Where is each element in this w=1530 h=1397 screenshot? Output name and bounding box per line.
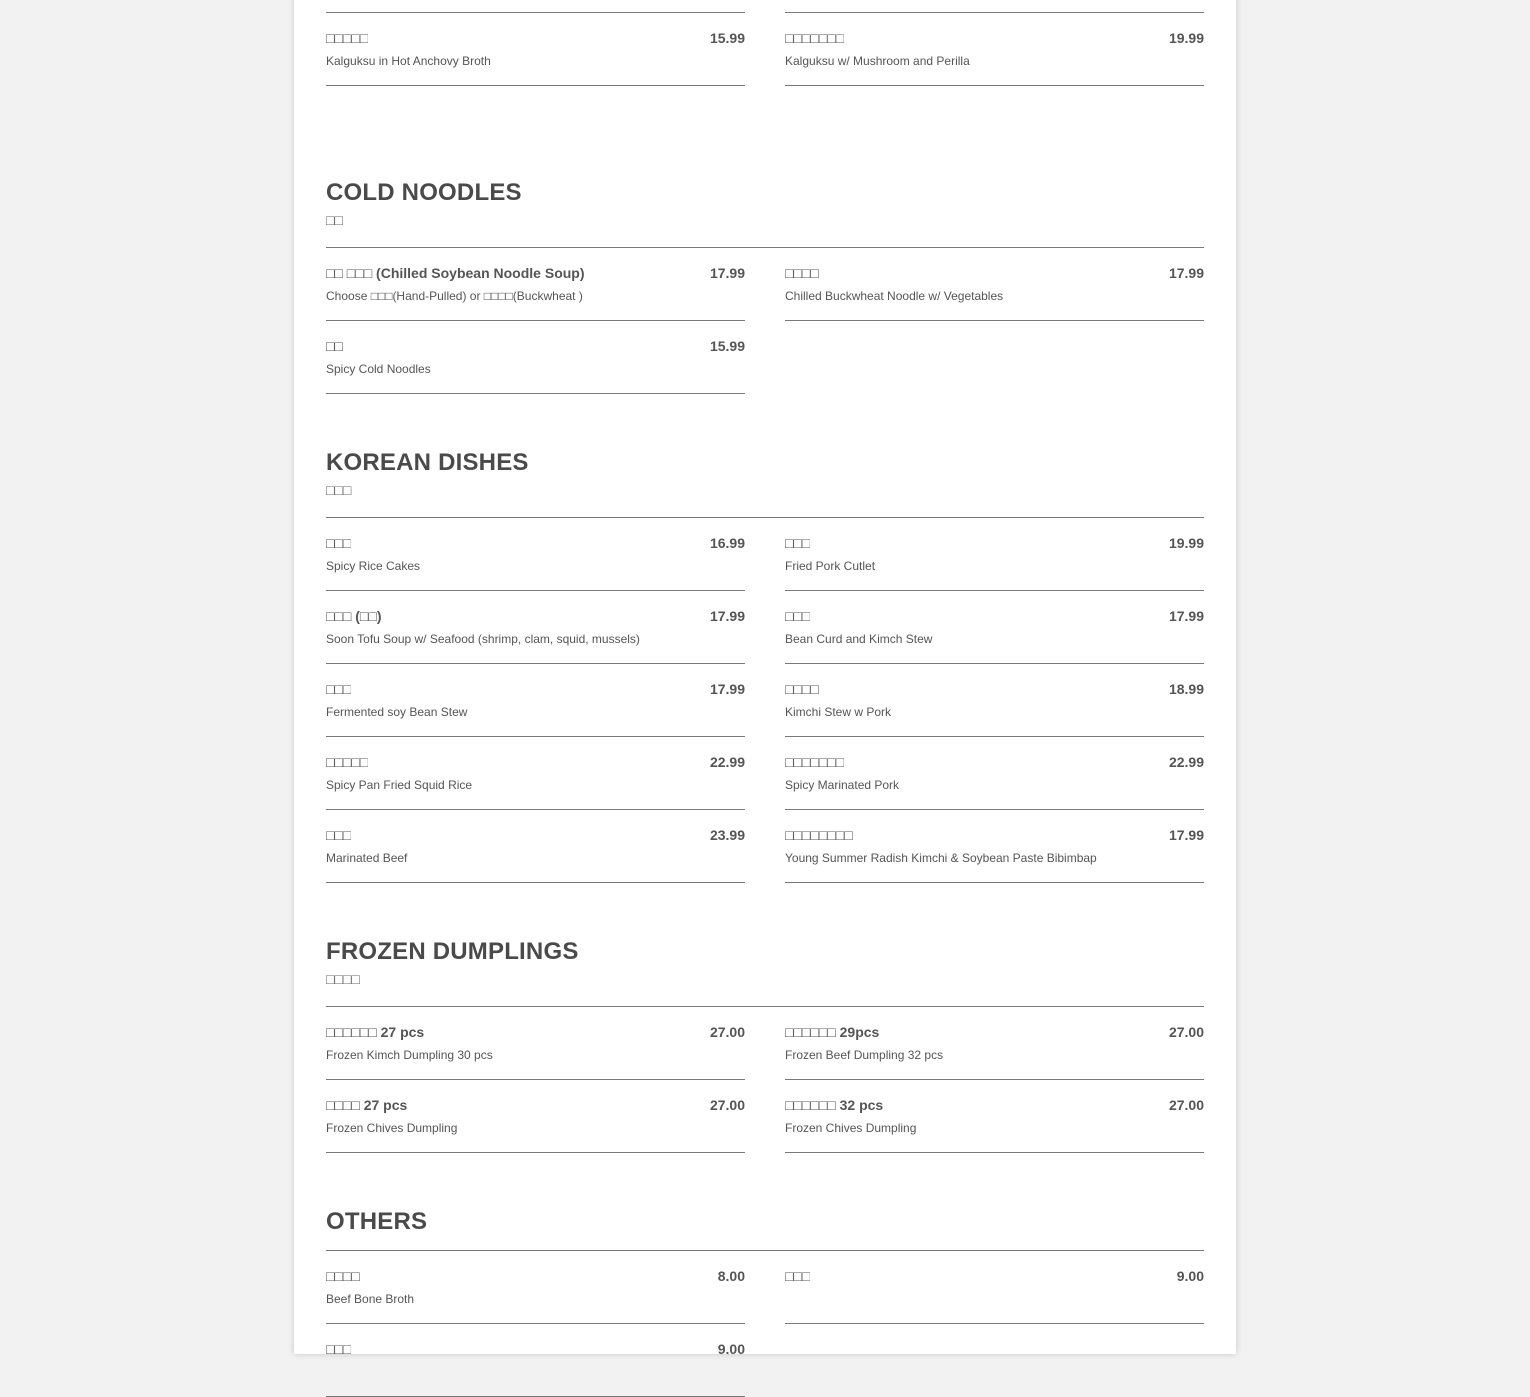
- menu-item: [785, 1251, 1204, 1324]
- item-description: Young Summer Radish Kimchi & Soybean Paste Bibimbap: [785, 851, 1097, 865]
- menu-item: [326, 1080, 745, 1153]
- item-price: 27.00: [1168, 1024, 1204, 1040]
- section-subtitle: □□: [326, 212, 343, 228]
- section-frozen-dumplings: [326, 938, 1204, 1153]
- item-price: 19.99: [1168, 30, 1204, 46]
- item-description: Frozen Chives Dumpling: [785, 1121, 917, 1135]
- item-name: □□□: [326, 681, 352, 697]
- item-name: □□□□: [785, 681, 819, 697]
- section-title: COLD NOODLES: [326, 179, 522, 206]
- item-price: 8.00: [717, 1268, 745, 1284]
- section-subtitle: □□□□: [326, 971, 360, 987]
- item-name: □□□□□: [326, 30, 369, 46]
- item-description: Spicy Cold Noodles: [326, 362, 431, 376]
- menu-item: [785, 518, 1204, 591]
- cold-noodles-grid: [326, 248, 1204, 394]
- item-name: □□□□□: [326, 754, 369, 770]
- item-name: □□ □□□ (Chilled Soybean Noodle Soup): [326, 265, 585, 281]
- menu-item: [326, 1324, 745, 1397]
- item-description: Fried Pork Cutlet: [785, 559, 876, 573]
- menu-item: [326, 518, 745, 591]
- item-name: □□□□□□ 29pcs: [785, 1024, 880, 1040]
- item-name: □□□□□□ 32 pcs: [785, 1097, 884, 1113]
- item-price: 27.00: [709, 1097, 745, 1113]
- menu-item: [326, 810, 745, 883]
- menu-item: [785, 248, 1204, 321]
- item-name: □□□□□□□: [785, 30, 845, 46]
- item-name: □□□: [785, 535, 811, 551]
- item-name: □□: [326, 338, 343, 354]
- item-price: 15.99: [709, 30, 745, 46]
- item-description: Spicy Rice Cakes: [326, 559, 421, 573]
- item-name: □□□: [326, 1341, 352, 1357]
- item-description: Kimchi Stew w Pork: [785, 705, 892, 719]
- item-name: □□□□□□□: [785, 754, 845, 770]
- menu-item: [785, 664, 1204, 737]
- item-name: □□□: [785, 1268, 811, 1284]
- item-description: Choose □□□(Hand-Pulled) or □□□□(Buckwheat ): [326, 289, 583, 303]
- item-price: 23.99: [709, 827, 745, 843]
- menu-item: [326, 591, 745, 664]
- item-description: Spicy Marinated Pork: [785, 778, 900, 792]
- menu-item: [326, 664, 745, 737]
- menu-item: [326, 0, 745, 13]
- item-description: Fermented soy Bean Stew: [326, 705, 468, 719]
- korean-dishes-grid: [326, 518, 1204, 883]
- item-description: Spicy Pan Fried Squid Rice: [326, 778, 473, 792]
- item-price: 17.99: [709, 608, 745, 624]
- menu-item: [326, 1251, 745, 1324]
- section-title: OTHERS: [326, 1208, 428, 1235]
- item-name: □□□□□□ 27 pcs: [326, 1024, 425, 1040]
- section-subtitle: □□□: [326, 482, 352, 498]
- menu-item: [326, 248, 745, 321]
- section-header: [326, 938, 1204, 1007]
- menu-item: [785, 737, 1204, 810]
- item-description: Frozen Chives Dumpling: [326, 1121, 458, 1135]
- item-name: □□□□: [785, 265, 819, 281]
- menu-item: [785, 591, 1204, 664]
- section-korean-dishes: [326, 449, 1204, 883]
- menu-item: [785, 0, 1204, 13]
- item-price: 16.99: [709, 535, 745, 551]
- item-name: □□□□□□□□: [785, 827, 853, 843]
- item-description: Kalguksu w/ Mushroom and Perilla: [785, 54, 970, 68]
- item-price: 27.00: [709, 1024, 745, 1040]
- item-price: 9.00: [1176, 1268, 1204, 1284]
- item-price: 15.99: [709, 338, 745, 354]
- item-price: 22.99: [709, 754, 745, 770]
- noodle-soups-grid: [326, 0, 1204, 86]
- others-grid: [326, 1251, 1204, 1397]
- section-title: KOREAN DISHES: [326, 449, 529, 476]
- menu-item: [785, 810, 1204, 883]
- menu-sheet: [294, 0, 1236, 1357]
- item-price: 9.00: [717, 1341, 745, 1357]
- menu-item: [785, 1007, 1204, 1080]
- menu-item: [326, 1007, 745, 1080]
- item-price: 19.99: [1168, 535, 1204, 551]
- item-price: 17.99: [1168, 265, 1204, 281]
- item-name: □□□: [326, 827, 352, 843]
- section-header: [326, 449, 1204, 518]
- menu-item: [326, 737, 745, 810]
- item-description: Bean Curd and Kimch Stew: [785, 632, 933, 646]
- item-price: 17.99: [709, 265, 745, 281]
- item-name: □□□□: [326, 1268, 360, 1284]
- item-description: Marinated Beef: [326, 851, 408, 865]
- item-price: 17.99: [1168, 608, 1204, 624]
- item-price: 17.99: [1168, 827, 1204, 843]
- frozen-dumplings-grid: [326, 1007, 1204, 1153]
- item-description: Kalguksu in Hot Anchovy Broth: [326, 54, 491, 68]
- menu-item: [326, 13, 745, 86]
- section-title: FROZEN DUMPLINGS: [326, 938, 579, 965]
- menu-item: [785, 13, 1204, 86]
- item-description: Chilled Buckwheat Noodle w/ Vegetables: [785, 289, 1004, 303]
- section-header: [326, 179, 1204, 248]
- item-price: 17.99: [709, 681, 745, 697]
- item-name: □□□ (□□): [326, 608, 382, 624]
- menu-item: [326, 321, 745, 394]
- section-others: [326, 1208, 1204, 1397]
- item-description: Frozen Kimch Dumpling 30 pcs: [326, 1048, 493, 1062]
- item-price: 27.00: [1168, 1097, 1204, 1113]
- section-noodle-soups: [326, 0, 1204, 86]
- item-price: 22.99: [1168, 754, 1204, 770]
- item-description: Frozen Beef Dumpling 32 pcs: [785, 1048, 944, 1062]
- item-description: Soon Tofu Soup w/ Seafood (shrimp, clam, squid, mussels): [326, 632, 640, 646]
- menu-item: [785, 1080, 1204, 1153]
- item-description: Beef Bone Broth: [326, 1292, 415, 1306]
- item-name: □□□: [785, 608, 811, 624]
- section-cold-noodles: [326, 179, 1204, 394]
- section-header: [326, 1208, 1204, 1251]
- item-name: □□□□ 27 pcs: [326, 1097, 408, 1113]
- item-name: □□□: [326, 535, 352, 551]
- item-price: 18.99: [1168, 681, 1204, 697]
